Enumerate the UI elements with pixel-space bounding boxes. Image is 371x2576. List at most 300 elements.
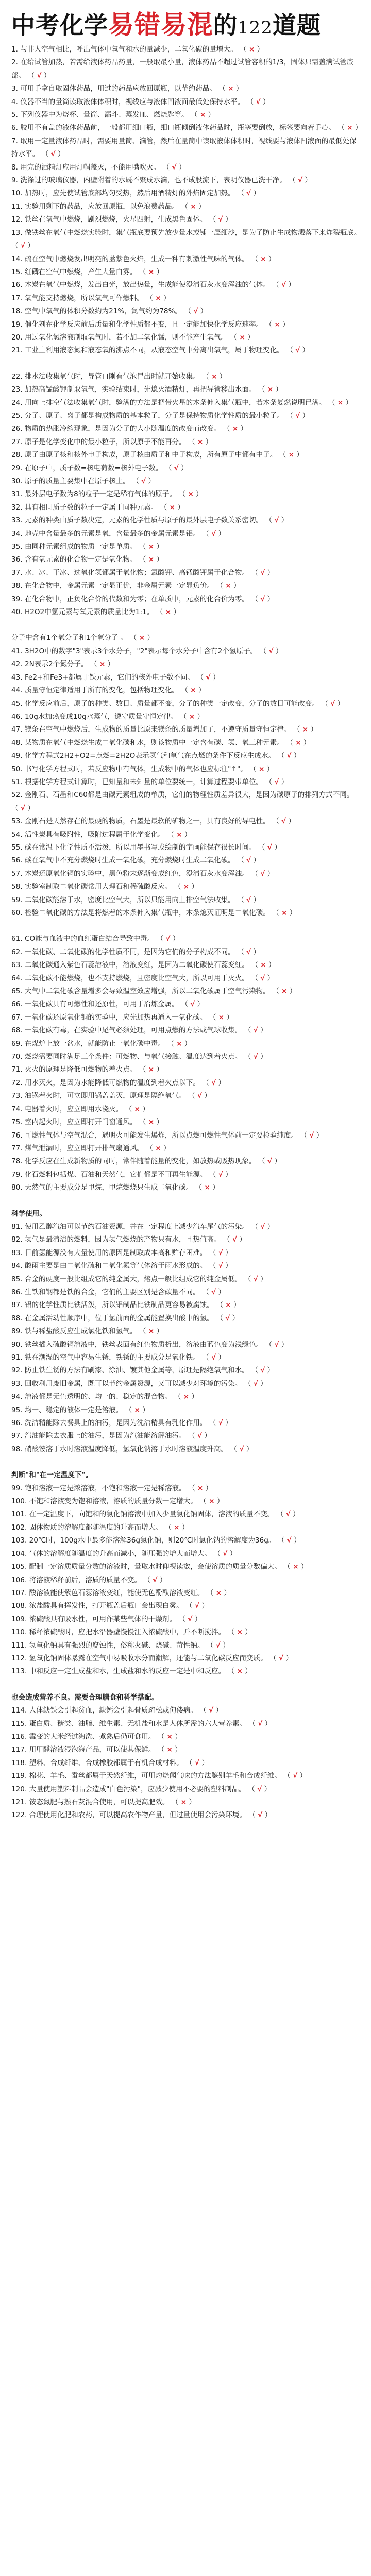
wrong-mark: × — [166, 1732, 173, 1741]
question-number: 40 — [11, 608, 21, 617]
question-item: 93. 回收利用废旧金属，既可以节约金属资源，又可以减少对环境的污染。 （ √ ） — [11, 1379, 267, 1388]
wrong-mark: × — [237, 1628, 243, 1637]
right-mark: √ — [267, 1157, 272, 1166]
question-text: 金刚石是天然存在的最硬的物质，石墨是最软的矿物之一，具有良好的导电性。 — [24, 817, 270, 826]
right-mark: √ — [211, 1287, 216, 1296]
right-mark: √ — [172, 163, 177, 172]
question-text: 硫在空气中燃烧发出明亮的蓝紫色火焰，生成一种有刺激性气味的气体。 — [24, 255, 249, 263]
question-number: 85 — [11, 1275, 21, 1283]
question-item: 6. 胶用不有盖的液体药品前，一般都用细口瓶，细口瓶倾倒液体药品时，瓶塞要倒放，标签要向着手心。 （ × ） — [11, 124, 362, 132]
question-text: 3H2O中的数字"3"表示3个水分子，"2"表示每个水分子中含有2个氢原子。 — [24, 647, 258, 655]
question-item: 19. 催化剂在化学反应前后质量和化学性质都不变，且一定能加快化学反应速率。 （ × ） — [11, 320, 290, 329]
question-item: 86. 生铁和钢都是铁的合金，它们的主要区别是含碳量不同。 （ √ ） — [11, 1287, 226, 1296]
question-text: 某物质在氧气中燃烧生成二氧化碳和水，则该物质中一定含有碳、氢、氧三种元素。 — [24, 738, 284, 747]
question-number: 50 — [11, 765, 21, 773]
question-item: 10. 加热时，应先使试管底部均匀受热，然后用酒精灯的外焰固定加热。 （ √ ） — [11, 189, 261, 198]
question-number: 45 — [11, 699, 21, 708]
question-text: 中和反应一定生成盐和水，生成盐和水的反应一定是中和反应。 — [29, 1667, 226, 1676]
question-number: 44 — [11, 686, 21, 695]
wrong-mark: × — [134, 1405, 140, 1414]
question-number: 3 — [11, 84, 16, 93]
right-mark: √ — [209, 1706, 214, 1715]
question-item: 118. 塑料、合成纤维、合成橡胶都属于有机合成材料。 （ √ ） — [11, 1758, 209, 1767]
right-mark: √ — [218, 215, 223, 224]
question-number: 16 — [11, 281, 21, 290]
title-middle: 的 — [213, 11, 238, 39]
wrong-mark: × — [228, 84, 234, 93]
question-item: 42. 2N表示2个氮分子。 （ × ） — [11, 660, 115, 669]
question-item: 122. 合理使用化肥和农药，可以提高农作物产量，但过量使用会污染环境。 （ √ ） — [11, 1811, 272, 1820]
wrong-mark: × — [211, 372, 217, 381]
wrong-mark: × — [99, 660, 106, 669]
question-text: 原子的质量主要集中在原子核上。 — [24, 477, 130, 485]
right-mark: √ — [267, 843, 272, 852]
wrong-mark: × — [239, 333, 245, 342]
question-text: 洗涤过的玻璃仪器，内壁附着的水既不聚成水滴，也不成股流下，表明仪器已洗干净。 — [20, 176, 286, 185]
question-item: 70. 燃烧需要同时满足三个条件：可燃物、与氧气接触、温度达到着火点。 （ √ ） — [11, 1053, 267, 1061]
question-text: 室内起火时，应立即打开门窗通风。 — [24, 1118, 137, 1127]
question-item: 101. 在一定温度下，向饱和的氯化钠溶液中加入少量氯化钠固体，溶液的质量不变。 （ √ ） — [11, 1510, 300, 1519]
right-mark: √ — [253, 1379, 258, 1388]
question-number: 118 — [11, 1758, 25, 1767]
question-item: 89. 铁与稀盐酸反应生成氯化铁和氢气。 （ × ） — [11, 1327, 164, 1336]
question-number: 80 — [11, 1183, 21, 1192]
right-mark: √ — [253, 1026, 258, 1035]
wrong-mark: × — [174, 1523, 180, 1532]
question-number: 70 — [11, 1053, 21, 1061]
question-item: 84. 酸雨主要是由二氧化硫和二氧化氮等气体溶于雨水形成的。 （ √ ） — [11, 1262, 232, 1270]
question-number: 54 — [11, 830, 21, 839]
wrong-mark: × — [148, 267, 155, 276]
question-number: 2 — [11, 58, 16, 67]
question-number: 21 — [11, 346, 21, 355]
question-number: 5 — [11, 111, 16, 120]
wrong-mark: × — [148, 1065, 155, 1074]
question-item: 92. 防止铁生锈的方法有刷漆、涂油、镀其他金属等，原理是隔绝氧气和水。 （ √ ） — [11, 1366, 275, 1375]
question-text: 2N表示2个氮分子。 — [24, 660, 88, 669]
wrong-mark: × — [190, 686, 196, 695]
question-item: 116. 霉变的大米经过淘洗、煮熟后仍可食用。 （ × ） — [11, 1732, 182, 1741]
question-number: 59 — [11, 895, 21, 904]
right-mark: √ — [293, 1772, 298, 1781]
question-item: 53. 金刚石是天然存在的最硬的物质，石墨是最软的矿物之一，具有良好的导电性。 （ √ ） — [11, 817, 295, 826]
question-item: 66. 一氧化碳具有可燃性和还原性，可用于冶炼金属。 （ √ ） — [11, 1000, 205, 1009]
question-item: 60. 检验二氧化碳的方法是将燃着的木条伸入集气瓶中，木条熄灭证明是二氧化碳。 （ × ） — [11, 909, 297, 917]
question-item: 65. 大气中二氧化碳含量增多会导致温室效应增强，所以二氧化碳属于空气污染物。 （ × ） — [11, 987, 297, 996]
right-mark: √ — [211, 1353, 216, 1362]
question-item: 107. 酸溶液能使紫色石蕊溶液变红，能使无色酚酞溶液变红。 （ × ） — [11, 1588, 231, 1597]
wrong-mark: × — [209, 1497, 215, 1506]
question-number: 101 — [11, 1510, 25, 1519]
question-number: 76 — [11, 1131, 21, 1140]
question-text: 仪器不当的量筒读取液体体积时，视线应与液体凹液面最低处保持水平。 — [20, 97, 245, 106]
question-number: 97 — [11, 1432, 21, 1440]
question-number: 31 — [11, 490, 21, 499]
question-number: 51 — [11, 777, 21, 786]
question-text: 原子由原子核和核外电子构成，原子核由质子和中子构成，所有原子中都有中子。 — [24, 451, 277, 460]
question-item: 90. 铁丝插入硫酸铜溶液中，铁丝表面有红色物质析出，溶液由蓝色变为浅绿色。 （ √ ） — [11, 1340, 289, 1349]
question-item: 114. 人体缺铁会引起贫血，缺钙会引起骨质疏松或佝偻病。 （ √ ） — [11, 1706, 223, 1715]
question-item: 36. 含有氧元素的化合物一定是氧化物。 （ × ） — [11, 555, 164, 564]
question-number: 68 — [11, 1026, 21, 1035]
question-number: 10 — [11, 189, 21, 198]
question-item: 54. 活性炭具有吸附性，吸附过程属于化学变化。 （ × ） — [11, 830, 192, 839]
question-item: 2. 在给试管加热，若需给液体药品药量，一般取最小量，液体药品不超过试管容积的1/3，固体只需盖满试管底部。 （ √ ） — [11, 58, 354, 80]
right-mark: √ — [295, 346, 300, 355]
question-text: 含有氧元素的化合物一定是氧化物。 — [24, 555, 137, 564]
question-number: 1 — [11, 45, 16, 54]
right-mark: √ — [260, 1366, 265, 1375]
question-item: 64. 二氧化碳不能燃烧，也不支持燃烧，且密度比空气大，所以可用于灭火。 （ √ ） — [11, 974, 275, 982]
question-item: 82. 氢气是最清洁的燃料，因为氢气燃烧的产物只有水，且热值高。 （ √ ） — [11, 1235, 246, 1244]
wrong-mark: × — [176, 1039, 182, 1048]
question-number: 6 — [11, 124, 16, 132]
question-item: 79. 化石燃料包括煤、石油和天然气，它们都是不可再生能源。 （ √ ） — [11, 1170, 232, 1179]
right-mark: √ — [260, 974, 265, 982]
question-text: H2O2中氢元素与氧元素的质量比为1:1。 — [24, 608, 154, 617]
wrong-mark: × — [225, 582, 231, 590]
question-number: 98 — [11, 1445, 21, 1453]
question-text: 科学使用。 — [11, 1209, 46, 1218]
right-mark: √ — [260, 595, 265, 603]
question-item: 57. 木炭还原氧化铜的实验中，黑色粉末逐渐变成红色，澄清石灰水变浑浊。 （ √ ） — [11, 869, 275, 878]
question-text: 催化剂在化学反应前后质量和化学性质都不变，且一定能加快化学反应速率。 — [24, 320, 263, 329]
right-mark: √ — [193, 307, 198, 316]
question-number: 111 — [11, 1641, 25, 1650]
question-number: 47 — [11, 725, 21, 734]
question-item: 74. 电器着火时，应立即用水浇灭。 （ × ） — [11, 1105, 149, 1113]
question-item: 103. 20℃时，100g水中最多能溶解36g氯化钠，则20℃时氯化钠的溶解度为36g。 （ √ ） — [11, 1536, 301, 1545]
question-text: 用水灭火，是因为水能降低可燃物的温度到着火点以下。 — [24, 1078, 200, 1087]
right-mark: √ — [260, 1222, 265, 1231]
question-item: 16. 木炭在氧气中燃烧，发出白光，放出热量，生成能使澄清石灰水变浑浊的气体。 （ √ ） — [11, 281, 295, 290]
question-number: 38 — [11, 582, 21, 590]
question-number: 69 — [11, 1039, 21, 1048]
question-text: 书写化学方程式时，若反应物中有气体，生成物中的气体也应标注"↑"。 — [24, 765, 247, 773]
question-item: 78. 化学反应在生成新物质的同时，常伴随着能量的变化，如放热或吸热现象。 （ √ ） — [11, 1157, 281, 1166]
question-text: 用完的酒精灯应用灯帽盖灭，不能用嘴吹灭。 — [20, 163, 161, 172]
right-mark: √ — [20, 242, 25, 250]
question-text: 空气中氧气的体积分数约为21%，氮气约为78%。 — [24, 307, 182, 316]
question-number: 94 — [11, 1393, 21, 1401]
wrong-mark: × — [267, 385, 274, 394]
question-number: 100 — [11, 1497, 25, 1506]
question-item: 94. 溶液都是无色透明的、均一的、稳定的混合物。 （ × ） — [11, 1393, 198, 1401]
wrong-mark: × — [148, 1118, 155, 1127]
question-item: 8. 用完的酒精灯应用灯帽盖灭，不能用嘴吹灭。 （ √ ） — [11, 163, 186, 172]
question-text: 氢气是最清洁的燃料，因为氢气燃烧的产物只有水，且热值高。 — [24, 1235, 221, 1244]
question-text: 煤气泄漏时，应立即打开排气扇通风。 — [24, 1144, 144, 1153]
wrong-mark: × — [155, 294, 161, 302]
section-gap — [11, 619, 363, 632]
question-item: 37. 水、冰、干冰、过氧化氢都属于氧化物；氯酸钾、高锰酸钾属于化合物。 （ √ ） — [11, 568, 275, 577]
question-item: 120. 大量使用塑料制品会造成"白色污染"，应减少使用不必要的塑料制品。 （ √ ） — [11, 1785, 272, 1793]
section-note — [11, 1691, 363, 1704]
question-text: 根据化学方程式计算时，已知量和未知量的单位要统一，计算过程要带单位。 — [24, 777, 263, 786]
right-mark: √ — [215, 1641, 221, 1650]
question-text: 在一定温度下，向饱和的氯化钠溶液中加入少量氯化钠固体，溶液的质量不变。 — [29, 1510, 275, 1519]
question-text: 在金属活动性顺序中，位于氢前面的金属能置换出酸中的氢。 — [24, 1314, 214, 1323]
question-number: 90 — [11, 1340, 21, 1349]
question-item: 44. 质量守恒定律适用于所有的变化，包括物理变化。 （ × ） — [11, 686, 206, 695]
question-number: 113 — [11, 1667, 25, 1676]
question-number: 41 — [11, 647, 21, 655]
right-mark: √ — [295, 411, 300, 420]
right-mark: √ — [37, 71, 42, 80]
question-text: 棉花、羊毛、蚕丝都属于天然纤维，可用灼烧闻气味的方法鉴别羊毛和合成纤维。 — [29, 1772, 281, 1781]
question-text: 溶液都是无色透明的、均一的、稳定的混合物。 — [24, 1393, 172, 1401]
question-number: 55 — [11, 843, 21, 852]
continuation-note: 分子中含有1个氧分子和1个氧分子 。 （ × ） — [11, 634, 155, 642]
right-mark: √ — [223, 1549, 228, 1558]
question-number: 99 — [11, 1484, 21, 1493]
question-item: 28. 原子由原子核和核外电子构成，原子核由质子和中子构成，所有原子中都有中子。 （ × ） — [11, 451, 303, 460]
wrong-mark: × — [183, 883, 190, 891]
question-text: 在原子中，质子数=核电荷数=核外电子数。 — [24, 464, 163, 472]
question-text: 用过氧化氢溶液制取氧气时，若不加二氧化锰，则不能产生氧气。 — [24, 333, 228, 342]
question-text: 二氧化碳不能燃烧，也不支持燃烧，且密度比空气大，所以可用于灭火。 — [24, 974, 249, 982]
question-text: 20℃时，100g水中最多能溶解36g氯化钠，则20℃时氯化钠的溶解度为36g。 — [29, 1536, 276, 1545]
right-mark: √ — [246, 895, 251, 904]
question-item: 43. Fe2+和Fe3+都属于铁元素，它们的核外电子数不同。 （ √ ） — [11, 673, 220, 682]
question-item: 62. 一氧化碳、二氧化碳的化学性质不同，是因为它们的分子构成不同。 （ √ ） — [11, 947, 261, 956]
question-item: 30. 原子的质量主要集中在原子核上。 （ √ ） — [11, 477, 156, 485]
question-text: 在化合物中，金属元素一定显正价，非金属元素一定显负价。 — [24, 582, 214, 590]
right-mark: √ — [197, 1092, 202, 1100]
section-gap — [11, 358, 363, 370]
question-text: 饱和溶液一定是浓溶液，不饱和溶液一定是稀溶液。 — [24, 1484, 186, 1493]
question-text: CO能与血液中的血红蛋白结合导致中毒。 — [24, 935, 155, 943]
question-text: 天然气的主要成分是甲烷，甲烷燃烧只生成二氧化碳。 — [24, 1183, 193, 1192]
right-mark: √ — [246, 947, 251, 956]
question-number: 37 — [11, 568, 21, 577]
wrong-mark: × — [134, 1105, 140, 1113]
question-item: 96. 洗洁精能除去餐具上的油污，是因为洗洁精具有乳化作用。 （ √ ） — [11, 1419, 232, 1428]
question-number: 104 — [11, 1549, 25, 1558]
question-item: 24. 用向上排空气法收集氧气时，验满的方法是把带火星的木条伸入集气瓶中，若木条复燃说明已满。 （ × ） — [11, 398, 353, 407]
question-number: 4 — [11, 97, 16, 106]
question-number: 81 — [11, 1222, 21, 1231]
question-number: 9 — [11, 176, 16, 185]
question-item: 1. 与非人空气相比，呼出气体中氧气和水的量减少，二氧化碳的量增大。 （ × ） — [11, 45, 264, 54]
question-item: 47. 镁条在空气中燃烧后，生成物的质量比原来镁条的质量增加了，不遵守质量守恒定律。 （ × ） — [11, 725, 318, 734]
question-item: 111. 氢氧化钠具有强烈的腐蚀性，俗称火碱、烧碱、苛性钠。 （ √ ） — [11, 1641, 230, 1650]
question-text: 防止铁生锈的方法有刷漆、涂油、镀其他金属等，原理是隔绝氧气和水。 — [24, 1366, 249, 1375]
right-mark: √ — [225, 1314, 230, 1323]
question-number: 75 — [11, 1118, 21, 1127]
question-text: 原子是化学变化中的最小粒子，所以原子不能再分。 — [24, 437, 186, 446]
section-note — [11, 1469, 363, 1482]
question-text: 油锅着火时，可立即用锅盖盖灭，原理是隔绝氧气。 — [24, 1092, 186, 1100]
right-mark: √ — [274, 1340, 279, 1349]
question-item: 91. 铁在潮湿的空气中容易生锈，铁锈的主要成分是氧化铁。 （ √ ） — [11, 1353, 226, 1362]
question-item: 17. 氧气能支持燃烧，所以氧气可作燃料。 （ × ） — [11, 294, 171, 302]
question-text: 氢氧化钠具有强烈的腐蚀性，俗称火碱、烧碱、苛性钠。 — [29, 1641, 205, 1650]
question-text: 浓硫酸具有吸水性，可用作某些气体的干燥剂。 — [29, 1615, 177, 1623]
question-item: 61. CO能与血液中的血红蛋白结合导致中毒。 （ √ ） — [11, 935, 180, 943]
question-number: 43 — [11, 673, 21, 682]
right-mark: √ — [286, 752, 292, 760]
question-item: 27. 原子是化学变化中的最小粒子，所以原子不能再分。 （ × ） — [11, 437, 213, 446]
right-mark: √ — [286, 1536, 292, 1545]
question-number: 23 — [11, 385, 21, 394]
question-text: 回收利用废旧金属，既可以节约金属资源，又可以减少对环境的污染。 — [24, 1379, 242, 1388]
question-item: 56. 碳在氧气中不充分燃烧时生成一氧化碳，充分燃烧时生成二氧化碳。 （ √ ） — [11, 856, 261, 865]
right-mark: √ — [211, 529, 216, 538]
question-item: 75. 室内起火时，应立即打开门窗通风。 （ × ） — [11, 1118, 164, 1127]
wrong-mark: × — [204, 1183, 210, 1192]
question-item: 58. 实验室制取二氧化碳常用大理石和稀硫酸反应。 （ × ） — [11, 883, 198, 891]
question-item: 106. 将溶液稀释前后，溶质的质量不变。 （ √ ） — [11, 1575, 167, 1584]
question-text: 做铁丝在氧气中燃烧实验时，集气瓶底要预先放少量水或铺一层细沙，是为了防止生成物溅落下来炸裂瓶底。 — [24, 228, 361, 237]
question-item: 33. 元素的种类由质子数决定，元素的化学性质与原子的最外层电子数关系密切。 （ √ ） — [11, 516, 289, 525]
question-item: 3. 可用手拿自取固体药品，用过的药品应放回原瓶，以节约药品。 （ × ） — [11, 84, 243, 93]
question-number: 63 — [11, 961, 21, 970]
question-number: 74 — [11, 1105, 21, 1113]
title-suffix: 道题 — [272, 11, 321, 39]
wrong-mark: × — [199, 111, 206, 120]
question-item: 119. 棉花、羊毛、蚕丝都属于天然纤维，可用灼烧闻气味的方法鉴别羊毛和合成纤维。 （ √ ） — [11, 1772, 307, 1781]
question-item: 31. 最外层电子数为8的粒子一定是稀有气体的原子。 （ × ） — [11, 490, 203, 499]
right-mark: √ — [298, 176, 303, 185]
question-item: 99. 饱和溶液一定是浓溶液，不饱和溶液一定是稀溶液。 （ × ） — [11, 1484, 213, 1493]
question-number: 46 — [11, 712, 21, 721]
question-item: 117. 用甲醛溶液浸泡海产品，可以使其保鲜。 （ × ） — [11, 1745, 182, 1754]
right-mark: √ — [190, 1000, 195, 1009]
question-item: 68. 一氧化碳有毒，在实验中尾气必须处理，可用点燃的方法或气球收集。 （ √ ） — [11, 1026, 267, 1035]
right-mark: √ — [141, 477, 146, 485]
question-text: 燃烧需要同时满足三个条件：可燃物、与氧气接触、温度达到着火点。 — [24, 1053, 242, 1061]
question-number: 32 — [11, 503, 21, 512]
question-text: 酸雨主要是由二氧化硫和二氧化氮等气体溶于雨水形成的。 — [24, 1262, 207, 1270]
wrong-mark: × — [225, 1301, 231, 1310]
question-item: 67. 一氧化碳还原氧化铜的实验中，应先加热再通入一氧化碳。 （ × ） — [11, 1013, 233, 1022]
question-text: 均一、稳定的液体一定是溶液。 — [24, 1405, 123, 1414]
question-item: 11. 实验用剩下的药品，应放回原瓶，以免浪费药品。 （ × ） — [11, 202, 206, 211]
question-text: 可用手拿自取固体药品，用过的药品应放回原瓶，以节约药品。 — [20, 84, 216, 93]
question-number: 29 — [11, 464, 21, 472]
question-item: 72. 用水灭火，是因为水能降低可燃物的温度到着火点以下。 （ √ ） — [11, 1078, 226, 1087]
question-item: 18. 空气中氧气的体积分数约为21%，氮气约为78%。 （ √ ） — [11, 307, 208, 316]
question-text: 汽油能除去衣服上的油污，是因为汽油能溶解油污。 — [24, 1432, 186, 1440]
question-text: 与非人空气相比，呼出气体中氧气和水的量减少，二氧化碳的量增大。 — [20, 45, 238, 54]
question-text: 气体的溶解度随温度的升高而减小，随压强的增大而增大。 — [29, 1549, 212, 1558]
right-mark: √ — [194, 1602, 199, 1611]
question-text: 可燃性气体与空气混合，遇明火可能发生爆炸，所以点燃可燃性气体前一定要检验纯度。 — [24, 1131, 298, 1140]
question-item: 23. 加热高锰酸钾制取氧气，实验结束时，先熄灭酒精灯，再把导管移出水面。 （ × ） — [11, 385, 283, 394]
question-item: 95. 均一、稳定的液体一定是溶液。 （ × ） — [11, 1405, 149, 1414]
question-number: 114 — [11, 1706, 25, 1715]
question-text: 氧气能支持燃烧，所以氧气可作燃料。 — [24, 294, 144, 302]
question-item: 50. 书写化学方程式时，若反应物中有气体，生成物中的气体也应标注"↑"。 （ × ） — [11, 765, 274, 773]
question-item: 21. 工业上利用液态氮和液态氧的沸点不同，从液态空气中分离出氧气，属于物理变化。 （ √ ） — [11, 346, 310, 355]
question-text: Fe2+和Fe3+都属于铁元素，它们的核外电子数不同。 — [24, 673, 195, 682]
title-prefix: 中考化学 — [11, 11, 108, 39]
question-text: 碳在常温下化学性质不活泼，所以用墨书写或绘制的字画能保存很长时间。 — [24, 843, 256, 852]
wrong-mark: × — [176, 830, 182, 839]
question-item: 12. 铁丝在氧气中燃烧，剧烈燃烧，火星四射，生成黑色固体。 （ √ ） — [11, 215, 232, 224]
question-item: 121. 铵态氮肥与熟石灰混合使用，可以提高肥效。 （ × ） — [11, 1798, 196, 1806]
wrong-mark: × — [281, 909, 288, 917]
question-list — [11, 43, 363, 1822]
question-number: 53 — [11, 817, 21, 826]
question-item: 46. 10g水加热变成10g水蒸气，遵守质量守恒定律。 （ × ） — [11, 712, 205, 721]
question-number: 66 — [11, 1000, 21, 1009]
question-text: 铵态氮肥与熟石灰混合使用，可以提高肥效。 — [29, 1798, 170, 1806]
question-text: 具有相同质子数的粒子一定属于同种元素。 — [24, 503, 158, 512]
question-item: 38. 在化合物中，金属元素一定显正价，非金属元素一定显负价。 （ × ） — [11, 582, 241, 590]
question-number: 14 — [11, 255, 21, 263]
question-text: 化学反应前后，原子的种类、数目、质量都不变，分子的种类一定改变，分子的数目可能改变。 — [24, 699, 319, 708]
question-text: 铁丝在氧气中燃烧，剧烈燃烧，火星四射，生成黑色固体。 — [24, 215, 207, 224]
right-mark: √ — [253, 1053, 258, 1061]
question-number: 33 — [11, 516, 21, 525]
question-item: 88. 在金属活动性顺序中，位于氢前面的金属能置换出酸中的氢。 （ √ ） — [11, 1314, 240, 1323]
question-text: 水、冰、干冰、过氧化氢都属于氧化物；氯酸钾、高锰酸钾属于化合物。 — [24, 568, 249, 577]
question-text: 硝酸铵溶于水时溶液温度降低，氢氧化钠溶于水时溶液温度升高。 — [24, 1445, 228, 1453]
right-mark: √ — [258, 1811, 263, 1820]
question-text: 生铁和钢都是铁的合金，它们的主要区别是含碳量不同。 — [24, 1287, 200, 1296]
right-mark: √ — [153, 1575, 158, 1584]
right-mark: √ — [246, 856, 251, 865]
question-number: 61 — [11, 935, 21, 943]
question-number: 91 — [11, 1353, 21, 1362]
right-mark: √ — [253, 1275, 258, 1283]
question-item: 22. 排水法收集氧气时，导管口刚有气泡冒出时就开始收集。 （ × ） — [11, 372, 227, 381]
question-item: 26. 物质的热胀冷缩现象，是因为分子的大小随温度的改变而改变。 （ × ） — [11, 425, 248, 433]
right-mark: √ — [281, 281, 286, 290]
question-item: 81. 使用乙醇汽油可以节约石油资源，并在一定程度上减少汽车尾气的污染。 （ √ ） — [11, 1222, 275, 1231]
right-mark: √ — [174, 464, 179, 472]
question-item: 51. 根据化学方程式计算时，已知量和未知量的单位要统一，计算过程要带单位。 （ √ ） — [11, 777, 289, 786]
question-text: 化学反应在生成新物质的同时，常伴随着能量的变化，如放热或吸热现象。 — [24, 1157, 256, 1166]
right-mark: √ — [20, 804, 25, 812]
right-mark: √ — [197, 1432, 202, 1440]
question-text: 在煤炉上放一盆水，就能防止一氧化碳中毒。 — [24, 1039, 165, 1048]
question-number: 89 — [11, 1327, 21, 1336]
right-mark: √ — [268, 647, 274, 655]
question-text: 人体缺铁会引起贫血，缺钙会引起骨质疏松或佝偻病。 — [29, 1706, 197, 1715]
question-number: 112 — [11, 1654, 25, 1663]
question-number: 30 — [11, 477, 21, 485]
right-mark: √ — [258, 1719, 263, 1728]
question-text: 铝的化学性质比铁活泼，所以铝制品比铁制品更容易被腐蚀。 — [24, 1301, 214, 1310]
question-item: 13. 做铁丝在氧气中燃烧实验时，集气瓶底要预先放少量水或铺一层细沙，是为了防止生成物溅落下来炸裂瓶底。 （ √ ） — [11, 228, 361, 250]
question-item: 110. 稀释浓硫酸时，应把水沿器壁慢慢注入浓硫酸中，并不断搅拌。 （ × ） — [11, 1628, 252, 1637]
question-text: 洗洁精能除去餐具上的油污，是因为洗洁精具有乳化作用。 — [24, 1419, 207, 1428]
question-number: 67 — [11, 1013, 21, 1022]
question-item: 41. 3H2O中的数字"3"表示3个水分子，"2"表示每个水分子中含有2个氢原子。 （ √ ） — [11, 647, 283, 655]
question-item: 71. 灭火的原理是降低可燃物的着火点。 （ × ） — [11, 1065, 164, 1074]
question-number: 12 — [11, 215, 21, 224]
question-text: 加热高锰酸钾制取氧气，实验结束时，先熄灭酒精灯，再把导管移出水面。 — [24, 385, 256, 394]
question-text: 将溶液稀释前后，溶质的质量不变。 — [29, 1575, 142, 1584]
question-text: 用向上排空气法收集氧气时，验满的方法是把带火星的木条伸入集气瓶中，若木条复燃说明已满。 — [24, 398, 326, 407]
question-number: 71 — [11, 1065, 21, 1074]
right-mark: √ — [218, 1170, 223, 1179]
wrong-mark: × — [188, 490, 194, 499]
wrong-mark: × — [260, 255, 266, 263]
wrong-mark: × — [169, 503, 175, 512]
question-item: 14. 硫在空气中燃烧发出明亮的蓝紫色火焰，生成一种有刺激性气味的气体。 （ × ） — [11, 255, 276, 263]
question-item: 98. 硝酸铵溶于水时溶液温度降低，氢氧化钠溶于水时溶液温度升高。 （ √ ） — [11, 1445, 254, 1453]
question-item: 59. 二氧化碳能溶于水，密度比空气大，所以只能用向上排空气法收集。 （ √ ） — [11, 895, 261, 904]
question-number: 27 — [11, 437, 21, 446]
page-title — [11, 9, 363, 43]
question-item: 109. 浓硫酸具有吸水性，可用作某些气体的干燥剂。 （ √ ） — [11, 1615, 202, 1623]
question-text: 一氧化碳还原氧化铜的实验中，应先加热再通入一氧化碳。 — [24, 1013, 207, 1022]
question-text: 实验室制取二氧化碳常用大理石和稀硫酸反应。 — [24, 883, 172, 891]
